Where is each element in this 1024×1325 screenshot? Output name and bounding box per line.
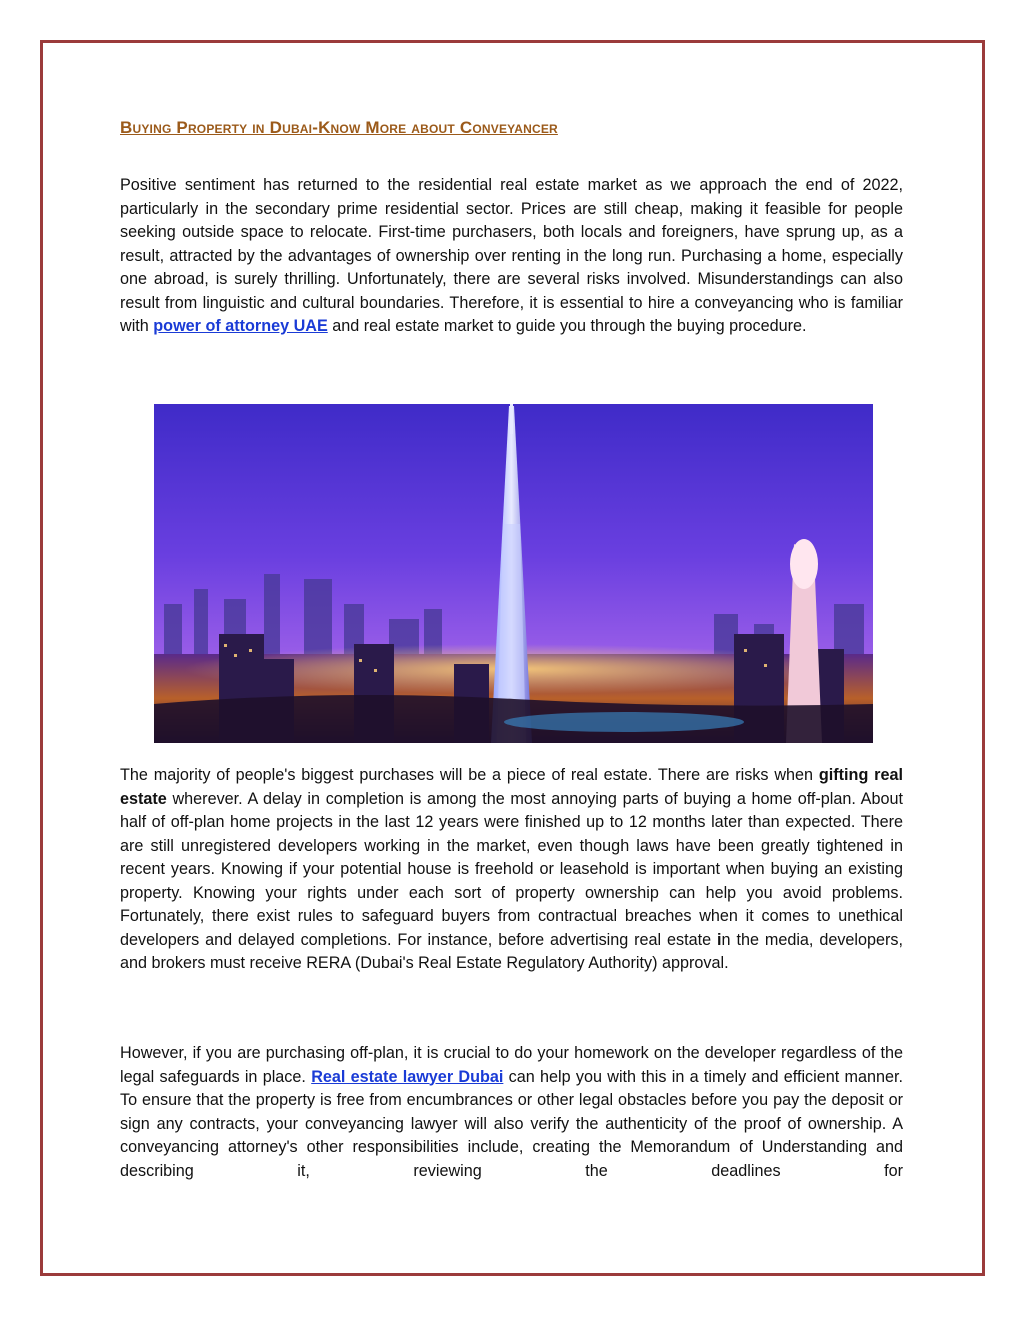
intro-text-2: and real estate market to guide you through the buying procedure.: [327, 317, 807, 335]
risks-text-2: wherever. A delay in completion is among the most annoying parts of buying a home off-plan. About half of off-plan home projects in the last 12 years were finished up to 12 months later than expected. There are still unregistered developers working in the market, even though laws have been greatly tightened in recent years. Knowing if your potential house is freehold or leasehold is important when buying an existing property. Knowing your rights under each sort of property ownership can help you avoid problems. Fortunately, there exist rules to safeguard buyers from contractual breaches when it comes to unethical developers and delayed completions. For instance, before advertising real estate: [120, 789, 903, 949]
bold-letter: i: [717, 930, 722, 949]
document-body: [120, 118, 904, 1180]
risks-text-1: The majority of people's biggest purchases will be a piece of real estate. There are risks when: [120, 766, 819, 784]
intro-text-1: Positive sentiment has returned to the residential real estate market as we approach the end of 2022, particularly in the secondary prime residential sector. Prices are still cheap, making it feasible for people seeking outside space to relocate. First-time purchasers, both locals and foreigners, have sprung up, as a result, attracted by the advantages of ownership over renting in the long run. Purchasing a home, especially one abroad, is surely thrilling. Unfortunately, there are several risks involved. Misunderstandings can also result from linguistic and cultural boundaries. Therefore, it is essential to hire a conveyancing who is familiar with: [120, 176, 903, 335]
intro-paragraph: [120, 174, 903, 339]
page-title: Buying Property in Dubai-Know More about Conveyancer: [120, 118, 558, 137]
power-of-attorney-link[interactable]: power of attorney UAE: [153, 317, 328, 335]
gifting-real-estate-bold: gifting real estate: [120, 766, 903, 808]
offplan-paragraph: [120, 1042, 903, 1183]
risks-text-3: n the media, developers, and brokers must receive RERA (Dubai's Real Estate Regulatory Authority) approval.: [120, 930, 904, 972]
risks-paragraph: [120, 764, 903, 976]
offplan-text-1: However, if you are purchasing off-plan, it is crucial to do your homework on the developer regardless of the legal safeguards in place.: [120, 1044, 903, 1086]
dubai-skyline-night-image: [154, 404, 873, 743]
offplan-text-2: can help you with this in a timely and efficient manner. To ensure that the property is free from encumbrances or other legal obstacles before you pay the deposit or sign any contracts, your conveyancing lawyer will also verify the authenticity of the proof of ownership. A conveyancing attorney's other responsibilities include, creating the Memorandum of Understanding and describing it, reviewing the deadlines for: [120, 1067, 904, 1180]
real-estate-lawyer-link[interactable]: Real estate lawyer Dubai: [311, 1067, 504, 1086]
